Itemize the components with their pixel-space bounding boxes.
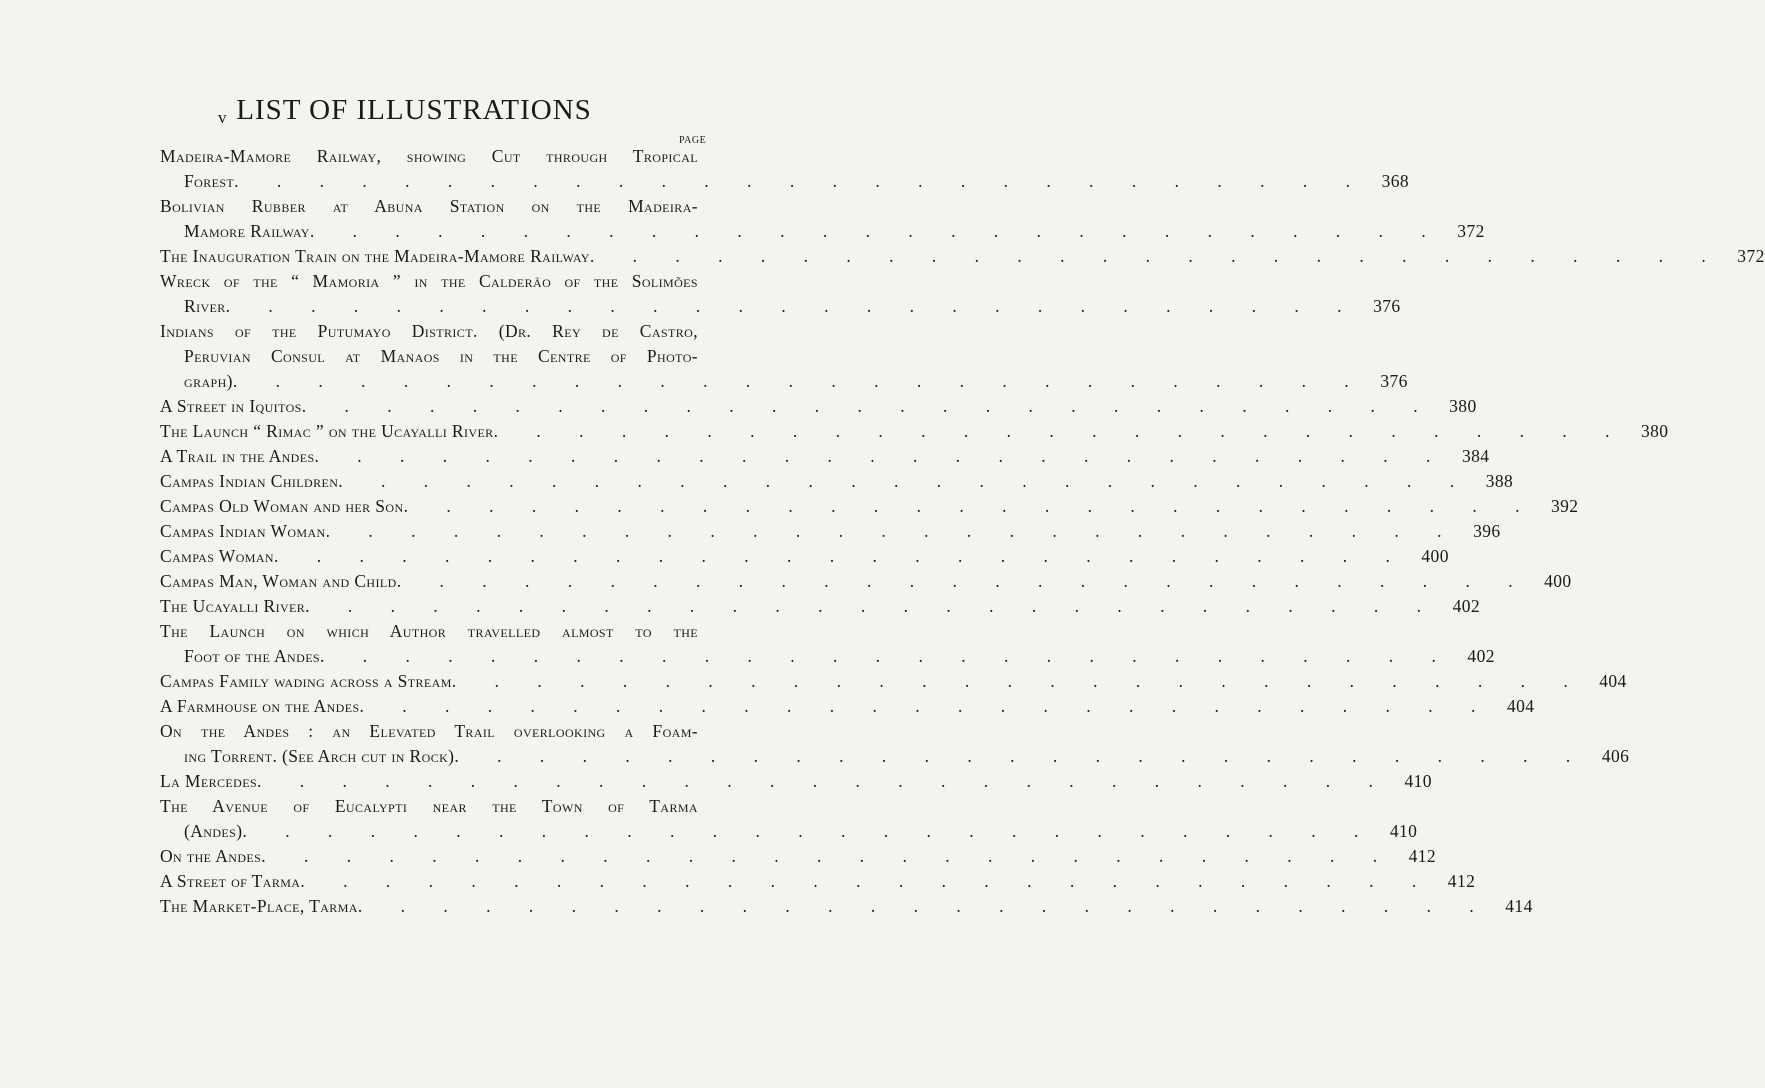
entry-line (160, 519, 1501, 544)
entry-line (160, 669, 1627, 694)
list-item (160, 319, 1408, 394)
entry-title: Bolivian Rubber at Abuna Station on the Madeira- (160, 196, 698, 216)
entry-title: Campas Indian Woman (160, 521, 326, 541)
dot-leader: . . . . . . . . . . . . . . . . . . . . . . . . . . . (320, 646, 1453, 666)
entry-title: The Inauguration Train on the Madeira-Mamore Railway (160, 246, 590, 266)
dot-leader: . . . . . . . . . . . . . . . . . . . . . . . . . . . (225, 296, 1359, 316)
dot-leader: . . . . . . . . . . . . . . . . . . . . . . . . . . . (234, 171, 1368, 191)
entry-line (160, 169, 1410, 194)
list-item (160, 569, 1572, 594)
entry-line (160, 894, 1533, 919)
list-item (160, 894, 1533, 919)
dot-leader: . . . . . . . . . . . . . . . . . . . . . . . . . . . (403, 496, 1537, 516)
list-item (160, 794, 1418, 844)
page-number: 400 (1421, 546, 1449, 566)
page-number: 380 (1449, 396, 1477, 416)
dot-leader: . . . . . . . . . . . . . . . . . . . . . . . . . . . (338, 471, 1472, 491)
page-number: 412 (1447, 871, 1476, 891)
entry-line (160, 544, 1449, 569)
list-item (160, 594, 1481, 619)
page-number: 376 (1373, 296, 1401, 316)
entry-title: The Ucayalli River (160, 596, 306, 616)
entry-title: Campas Old Woman and her Son (160, 496, 404, 516)
illustrations-list (160, 144, 1765, 919)
entry-title: graph) (184, 371, 233, 391)
page-number: 384 (1461, 446, 1490, 466)
entry-title: Campas Indian Children (160, 471, 339, 491)
list-item (160, 444, 1490, 469)
entry-title: Campas Woman (160, 546, 274, 566)
list-item (160, 144, 1410, 194)
entry-title: Mamore Railway (184, 221, 310, 241)
entry-line (160, 244, 1765, 269)
entry-title: Campas Family wading across a Stream (160, 671, 452, 691)
list-item (160, 544, 1449, 569)
entry-title: (Andes) (184, 821, 243, 841)
page-number: 368 (1381, 171, 1410, 191)
entry-line (160, 419, 1669, 444)
page-number: 396 (1473, 521, 1501, 541)
entry-line (160, 694, 1535, 719)
entry-line (160, 569, 1572, 594)
entry-title: The Avenue of Eucalypti near the Town of Tarma (160, 796, 698, 816)
list-item (160, 419, 1669, 444)
list-item (160, 619, 1495, 669)
page-marker: v (218, 108, 227, 127)
entry-line (160, 469, 1514, 494)
entry-line (160, 444, 1490, 469)
page-number: 380 (1641, 421, 1669, 441)
entry-title: River (184, 296, 226, 316)
entry-line (160, 769, 1432, 794)
entry-title: A Trail in the Andes (160, 446, 315, 466)
dot-leader: . . . . . . . . . . . . . . . . . . . . . . . . . . . (589, 246, 1723, 266)
dot-leader: . . . . . . . . . . . . . . . . . . . . . . . . . . . (309, 221, 1443, 241)
dot-leader: . . . . . . . . . . . . . . . . . . . . . . . . . . . (325, 521, 1459, 541)
list-item (160, 494, 1579, 519)
entry-title: Wreck of the “ Mamoria ” in the Calderão of the Solimões (160, 271, 698, 291)
entry-title: La Mercedes (160, 771, 258, 791)
page-number: 372 (1737, 246, 1765, 266)
list-item (160, 394, 1477, 419)
list-item (160, 719, 1630, 769)
list-item (160, 269, 1401, 319)
list-item (160, 694, 1535, 719)
dot-leader: . . . . . . . . . . . . . . . . . . . . . . . . . . . (396, 571, 1530, 591)
dot-leader: . . . . . . . . . . . . . . . . . . . . . . . . . . . (454, 746, 1588, 766)
list-item (160, 244, 1765, 269)
dot-leader: . . . . . . . . . . . . . . . . . . . . . . . . . . . (301, 396, 1435, 416)
entry-title: A Farmhouse on the Andes (160, 696, 360, 716)
dot-leader: . . . . . . . . . . . . . . . . . . . . . . . . . . . (357, 896, 1491, 916)
entry-line (160, 744, 1630, 769)
running-head (0, 94, 800, 134)
entry-line (160, 819, 1418, 844)
page-number: 372 (1457, 221, 1485, 241)
dot-leader: . . . . . . . . . . . . . . . . . . . . . . . . . . . (305, 596, 1439, 616)
page-number: 414 (1505, 896, 1533, 916)
entry-line (160, 294, 1401, 319)
entry-line (160, 844, 1437, 869)
entry-title: Peruvian Consul at Manaos in the Centre of Photo- (184, 346, 698, 366)
list-item (160, 469, 1514, 494)
entry-line (160, 594, 1481, 619)
page-number: 404 (1506, 696, 1535, 716)
entry-line (160, 369, 1408, 394)
page-number: 410 (1404, 771, 1432, 791)
dot-leader: . . . . . . . . . . . . . . . . . . . . . . . . . . . (314, 446, 1448, 466)
page-column-label: PAGE (679, 135, 707, 146)
dot-leader: . . . . . . . . . . . . . . . . . . . . . . . . . . . (300, 871, 1434, 891)
list-item (160, 844, 1437, 869)
entry-line (160, 644, 1495, 669)
list-item (160, 769, 1432, 794)
page-number: 404 (1599, 671, 1627, 691)
entry-line (160, 219, 1485, 244)
page-number: 376 (1380, 371, 1408, 391)
entry-line (160, 494, 1579, 519)
entry-title: On the Andes : an Elevated Trail overlooking a Foam- (160, 721, 698, 741)
page-number: 388 (1485, 471, 1514, 491)
entry-title: The Market-Place, Tarma (160, 896, 358, 916)
entry-title: Forest (184, 171, 235, 191)
entry-line (160, 869, 1476, 894)
list-item (160, 519, 1501, 544)
dot-leader: . . . . . . . . . . . . . . . . . . . . . . . . . . . (242, 821, 1376, 841)
page-number: 392 (1550, 496, 1579, 516)
dot-leader: . . . . . . . . . . . . . . . . . . . . . . . . . . . (359, 696, 1493, 716)
entry-title: On the Andes (160, 846, 262, 866)
entry-title: ing Torrent. (See Arch cut in Rock) (184, 746, 455, 766)
dot-leader: . . . . . . . . . . . . . . . . . . . . . . . . . . . (451, 671, 1585, 691)
entry-title: A Street in Iquitos (160, 396, 302, 416)
page-number: 400 (1544, 571, 1572, 591)
list-item (160, 669, 1627, 694)
dot-leader: . . . . . . . . . . . . . . . . . . . . . . . . . . . (232, 371, 1366, 391)
entry-title: Campas Man, Woman and Child (160, 571, 397, 591)
dot-leader: . . . . . . . . . . . . . . . . . . . . . . . . . . . (493, 421, 1627, 441)
entry-title: A Street of Tarma (160, 871, 301, 891)
entry-title: Indians of the Putumayo District. (Dr. Rey de Castro, (160, 321, 698, 341)
page-title: LIST OF ILLUSTRATIONS (236, 94, 592, 126)
page-number: 402 (1452, 596, 1481, 616)
list-item (160, 194, 1485, 244)
page-number: 412 (1408, 846, 1437, 866)
dot-leader: . . . . . . . . . . . . . . . . . . . . . . . . . . . (261, 846, 1395, 866)
entry-line (160, 394, 1477, 419)
list-item (160, 869, 1476, 894)
page-number: 402 (1467, 646, 1495, 666)
entry-title: The Launch on which Author travelled almost to the (160, 621, 698, 641)
page-number: 410 (1389, 821, 1418, 841)
dot-leader: . . . . . . . . . . . . . . . . . . . . . . . . . . . (273, 546, 1407, 566)
dot-leader: . . . . . . . . . . . . . . . . . . . . . . . . . . . (257, 771, 1390, 791)
entry-title: Madeira-Mamore Railway, showing Cut through Tropical (160, 146, 698, 166)
page-number: 406 (1601, 746, 1630, 766)
entry-title: The Launch “ Rimac ” on the Ucayalli River (160, 421, 494, 441)
entry-title: Foot of the Andes (184, 646, 320, 666)
